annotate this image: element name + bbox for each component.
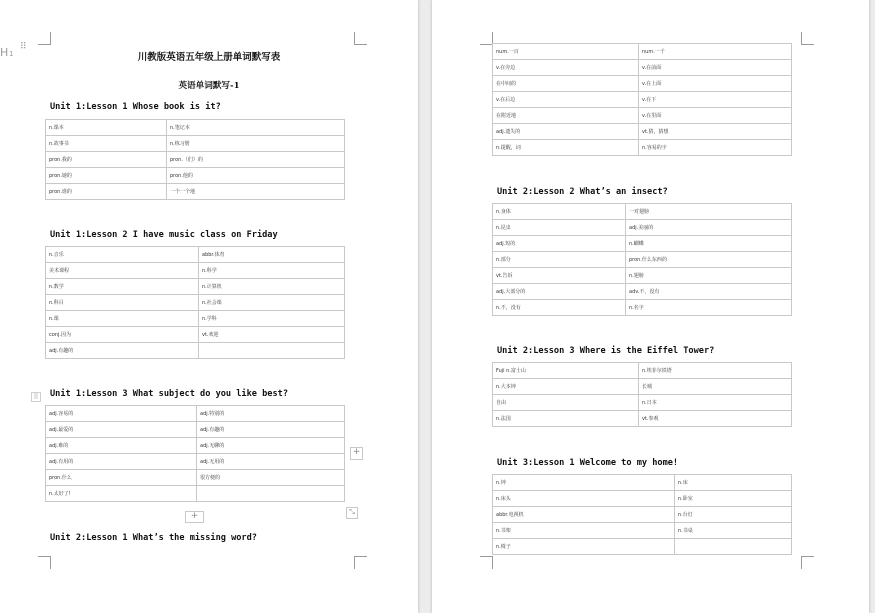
table-cell[interactable]: n.科学 <box>199 263 345 279</box>
margin-corner-mark <box>801 556 814 569</box>
table-row <box>493 124 792 140</box>
vocab-table <box>45 246 345 359</box>
table-cell[interactable]: n.日本 <box>639 395 792 411</box>
table-resize-icon[interactable]: ⤡ <box>346 507 358 519</box>
table-row <box>493 300 792 316</box>
table-cell[interactable]: n.课本 <box>46 120 167 136</box>
table-cell[interactable]: pron.她的 <box>46 168 167 184</box>
table-cell[interactable]: n.埃菲尔铁塔 <box>639 363 792 379</box>
table-row <box>46 454 345 470</box>
table-cell[interactable]: 在中间的 <box>493 76 639 92</box>
table-cell[interactable]: n.社会课 <box>199 295 345 311</box>
table-cell[interactable]: n.课 <box>46 311 199 327</box>
table-row <box>493 92 792 108</box>
table-row <box>46 279 345 295</box>
table-cell[interactable]: adj.短的 <box>493 236 626 252</box>
table-cell[interactable] <box>199 343 345 359</box>
table-row <box>46 247 345 263</box>
table-cell[interactable]: v.在下 <box>639 92 792 108</box>
vocab-table <box>492 43 792 156</box>
table-cell[interactable]: v.在旁边 <box>493 60 639 76</box>
table-row <box>493 284 792 300</box>
table-cell[interactable]: adj.无聊的 <box>197 438 345 454</box>
table-row <box>493 379 792 395</box>
table-cell[interactable]: 很方便的 <box>197 470 345 486</box>
table-cell[interactable]: vt.告诉 <box>493 268 626 284</box>
table-cell[interactable]: conj.因为 <box>46 327 199 343</box>
table-cell[interactable]: n.学科 <box>199 311 345 327</box>
table-cell[interactable]: adj.特别的 <box>197 406 345 422</box>
table-cell[interactable]: 在附近地 <box>493 108 639 124</box>
table-cell[interactable]: n.昆虫 <box>493 220 626 236</box>
table-row <box>493 475 792 491</box>
table-cell[interactable]: pron.他的 <box>167 168 345 184</box>
margin-corner-mark <box>38 556 51 569</box>
section-heading: Unit 1:Lesson 1 Whose book is it? <box>50 102 221 112</box>
section-heading: Unit 2:Lesson 1 What’s the missing word? <box>50 533 257 543</box>
table-cell[interactable]: adv.不，没有 <box>626 284 792 300</box>
table-cell[interactable]: n.练习册 <box>167 136 345 152</box>
vocab-table <box>492 203 792 316</box>
table-cell[interactable]: 一对翅膀 <box>626 204 792 220</box>
table-row <box>46 438 345 454</box>
table-cell[interactable]: 自由 <box>493 395 639 411</box>
table-row <box>493 268 792 284</box>
document-subtitle: 英语单词默写-1 <box>178 81 240 91</box>
table-row <box>46 152 345 168</box>
table-row <box>46 486 345 502</box>
table-cell[interactable]: n.笔记本 <box>167 120 345 136</box>
table-cell[interactable]: 美术课程 <box>46 263 199 279</box>
table-row <box>493 491 792 507</box>
table-cell[interactable]: adj.大部分的 <box>493 284 626 300</box>
table-cell[interactable]: n.书架 <box>493 523 675 539</box>
section-heading: Unit 3:Lesson 1 Welcome to my home! <box>497 458 679 468</box>
table-cell[interactable]: adj.遗失的 <box>493 124 639 140</box>
table-cell[interactable]: n.数学 <box>46 279 199 295</box>
table-cell[interactable]: adj.有趣的 <box>46 343 199 359</box>
table-cell[interactable]: n.卧室 <box>675 491 792 507</box>
section-heading: Unit 2:Lesson 3 Where is the Eiffel Tower? <box>497 346 715 356</box>
document-page-2 <box>432 0 869 613</box>
table-row <box>46 343 345 359</box>
table-row <box>493 76 792 92</box>
margin-corner-mark <box>354 556 367 569</box>
table-cell[interactable]: n.翅膀 <box>626 268 792 284</box>
margin-corner-mark <box>801 32 814 45</box>
table-cell[interactable]: vt.参观 <box>639 411 792 427</box>
table-cell[interactable]: adj.有趣的 <box>197 422 345 438</box>
table-cell[interactable]: n.蝴蝶 <box>626 236 792 252</box>
add-column-icon[interactable]: + <box>350 447 363 460</box>
table-cell[interactable]: abbr.体育 <box>199 247 345 263</box>
table-cell[interactable]: n.身体 <box>493 204 626 220</box>
table-row <box>46 120 345 136</box>
table-cell[interactable]: Fuji n.富士山 <box>493 363 639 379</box>
table-cell[interactable]: adj.难的 <box>46 438 197 454</box>
table-cell[interactable]: adj.有用的 <box>46 454 197 470</box>
table-row <box>46 406 345 422</box>
add-row-icon[interactable]: + <box>185 511 204 523</box>
margin-corner-mark <box>480 556 493 569</box>
document-title: 川教版英语五年级上册单词默写表 <box>137 52 281 63</box>
table-cell[interactable]: n.名字 <box>626 300 792 316</box>
table-cell[interactable]: n.科目 <box>46 295 199 311</box>
table-cell[interactable]: n.书桌 <box>675 523 792 539</box>
table-cell[interactable]: n.音乐 <box>46 247 199 263</box>
table-cell[interactable]: n.床头 <box>493 491 675 507</box>
table-row <box>46 470 345 486</box>
table-row <box>493 60 792 76</box>
table-row <box>46 263 345 279</box>
table-cell[interactable]: n.部分 <box>493 252 626 268</box>
vocab-table <box>45 119 345 200</box>
table-row <box>493 108 792 124</box>
table-cell[interactable] <box>675 539 792 555</box>
drag-handle-icon[interactable]: ⠿ <box>20 42 26 52</box>
table-cell[interactable] <box>197 486 345 502</box>
table-cell[interactable]: 长城 <box>639 379 792 395</box>
table-cell[interactable]: n.大本钟 <box>493 379 639 395</box>
table-cell[interactable]: v.在上面 <box>639 76 792 92</box>
table-cell[interactable]: adj.美丽的 <box>626 220 792 236</box>
table-cell[interactable]: pron.什么东西的 <box>626 252 792 268</box>
table-row <box>493 395 792 411</box>
table-cell[interactable]: n.椅子 <box>493 539 675 555</box>
table-cell[interactable]: v.在后边 <box>493 92 639 108</box>
table-cell[interactable]: 一个一个地 <box>167 184 345 200</box>
table-row <box>46 327 345 343</box>
table-move-handle-icon[interactable]: ⠿ <box>31 392 41 402</box>
table-cell[interactable]: adj.容易的 <box>46 406 197 422</box>
table-cell[interactable]: pron.我的 <box>46 152 167 168</box>
table-cell[interactable]: vt.猜，猜想 <box>639 124 792 140</box>
table-cell[interactable]: adj.最爱的 <box>46 422 197 438</box>
table-row <box>493 44 792 60</box>
table-row <box>493 140 792 156</box>
table-row <box>493 252 792 268</box>
table-cell[interactable]: adj.无用的 <box>197 454 345 470</box>
table-cell[interactable]: v.在前面 <box>639 60 792 76</box>
margin-corner-mark <box>354 32 367 45</box>
table-cell[interactable]: pron.什么 <box>46 470 197 486</box>
table-row <box>46 184 345 200</box>
table-row <box>46 422 345 438</box>
table-cell[interactable]: n.法国 <box>493 411 639 427</box>
document-page-1 <box>0 0 418 613</box>
table-cell[interactable]: v.在里面 <box>639 108 792 124</box>
table-row <box>46 311 345 327</box>
table-cell[interactable]: n.不，没有 <box>493 300 626 316</box>
table-cell[interactable]: n.床 <box>675 475 792 491</box>
table-row <box>493 204 792 220</box>
table-cell[interactable]: n.故事书 <box>46 136 167 152</box>
heading-style-icon[interactable]: H <box>0 46 9 59</box>
vocab-table <box>492 474 792 555</box>
table-row <box>493 363 792 379</box>
section-heading: Unit 1:Lesson 3 What subject do you like best? <box>50 389 288 399</box>
table-row <box>46 295 345 311</box>
table-cell[interactable]: n.提醒，词 <box>493 140 639 156</box>
vocab-table <box>45 405 345 502</box>
table-row <box>493 220 792 236</box>
table-cell[interactable]: abbr.电视机 <box>493 507 675 523</box>
section-heading: Unit 2:Lesson 2 What’s an insect? <box>497 187 668 197</box>
table-cell[interactable]: n.计算机 <box>199 279 345 295</box>
table-row <box>46 136 345 152</box>
vocab-table <box>492 362 792 427</box>
table-row <box>46 168 345 184</box>
margin-corner-mark <box>38 32 51 45</box>
table-cell[interactable]: pron.（们）的 <box>167 152 345 168</box>
section-heading: Unit 1:Lesson 2 I have music class on Friday <box>50 230 278 240</box>
table-row <box>493 539 792 555</box>
heading-style-icon-index: 1 <box>9 50 14 58</box>
table-row <box>493 507 792 523</box>
table-cell[interactable]: vt.欢迎 <box>199 327 345 343</box>
table-cell[interactable]: pron.谁的 <box>46 184 167 200</box>
table-row <box>493 236 792 252</box>
table-cell[interactable]: n.钟 <box>493 475 675 491</box>
table-row <box>493 411 792 427</box>
table-cell[interactable]: n.容易的字 <box>639 140 792 156</box>
table-cell[interactable]: num.一百 <box>493 44 639 60</box>
table-cell[interactable]: n.台灯 <box>675 507 792 523</box>
table-cell[interactable]: num.一千 <box>639 44 792 60</box>
table-row <box>493 523 792 539</box>
table-cell[interactable]: n.太好了! <box>46 486 197 502</box>
